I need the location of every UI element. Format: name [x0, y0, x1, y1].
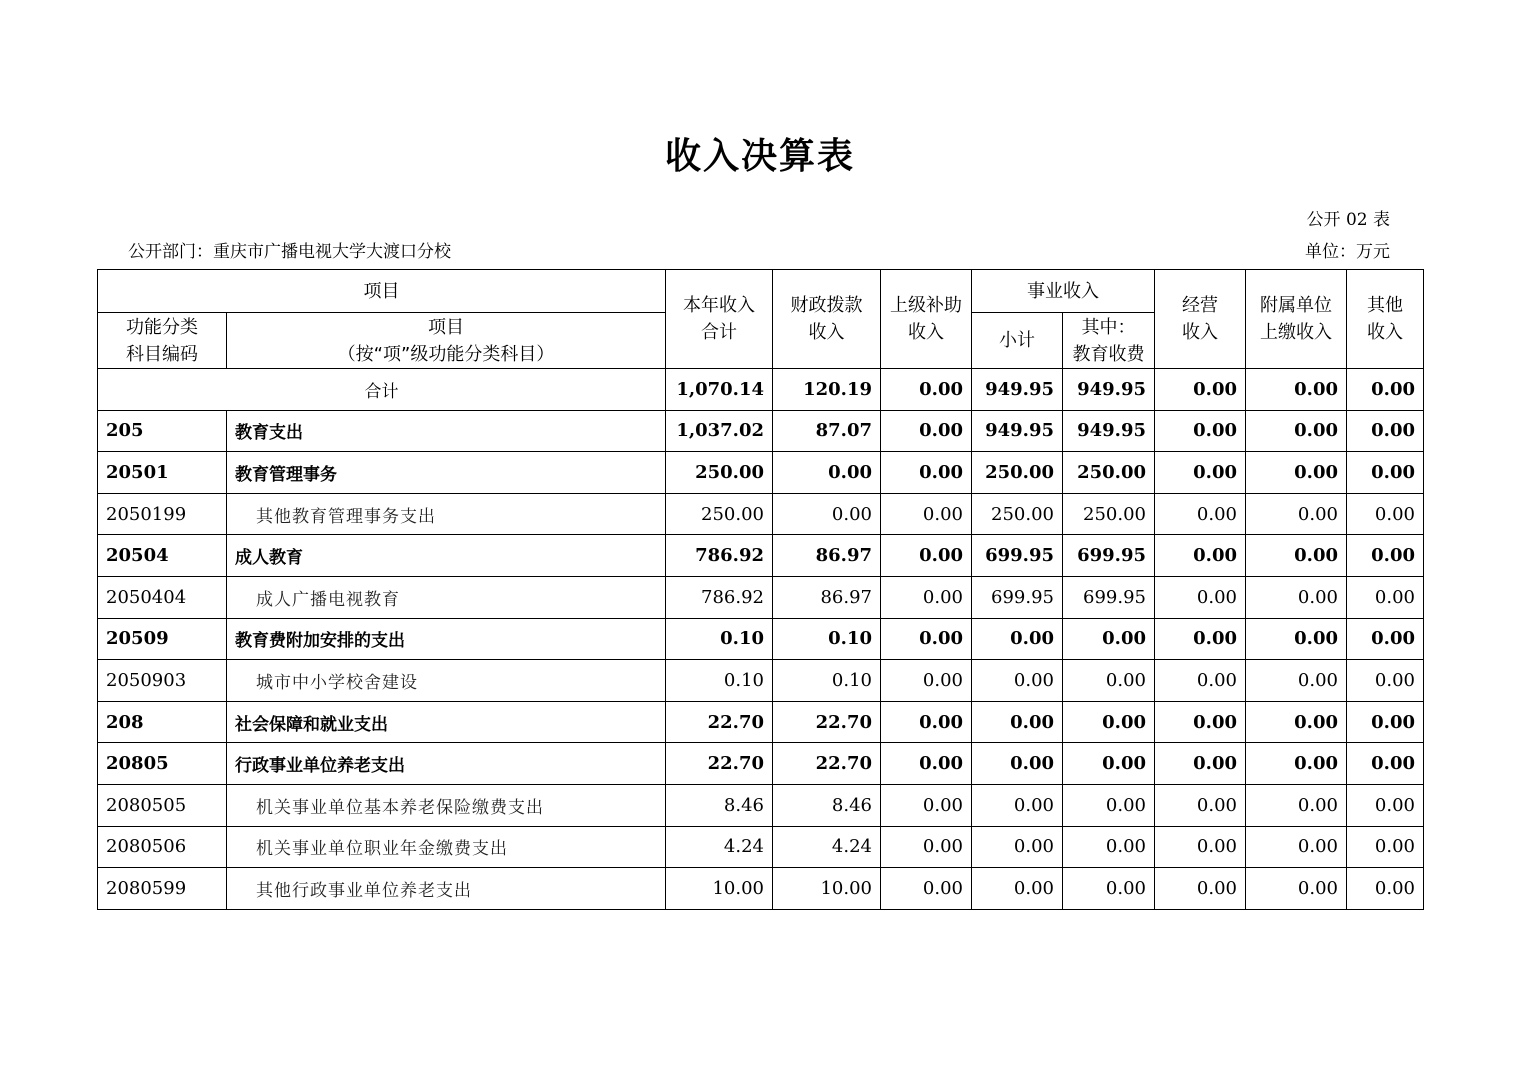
header-item: 项目 [98, 270, 666, 313]
row-value: 0.10 [666, 660, 773, 702]
total-cell: 0.00 [1246, 369, 1347, 411]
row-value: 0.00 [1246, 576, 1347, 618]
row-code: 2050199 [98, 493, 227, 535]
row-value: 0.00 [1155, 701, 1246, 743]
table-row [98, 535, 1424, 577]
header-affiliated: 附属单位 上缴收入 [1246, 270, 1347, 369]
row-code: 20501 [98, 452, 227, 494]
row-name: 机关事业单位职业年金缴费支出 [227, 826, 666, 868]
row-value: 86.97 [773, 535, 881, 577]
row-code: 20509 [98, 618, 227, 660]
row-value: 250.00 [1063, 493, 1155, 535]
row-value: 0.00 [881, 618, 972, 660]
row-code: 2080599 [98, 868, 227, 910]
row-value: 0.00 [972, 743, 1063, 785]
row-code: 2080505 [98, 784, 227, 826]
row-value: 0.00 [1063, 660, 1155, 702]
total-label: 合计 [98, 369, 666, 411]
row-value: 0.00 [881, 452, 972, 494]
row-value: 0.00 [1246, 701, 1347, 743]
row-value: 699.95 [1063, 576, 1155, 618]
total-cell: 0.00 [881, 369, 972, 411]
row-value: 0.00 [1155, 576, 1246, 618]
row-value: 250.00 [666, 452, 773, 494]
row-value: 0.00 [1246, 618, 1347, 660]
row-value: 0.00 [1155, 868, 1246, 910]
row-name: 其他行政事业单位养老支出 [227, 868, 666, 910]
row-code: 208 [98, 701, 227, 743]
row-value: 0.00 [972, 701, 1063, 743]
table-row [98, 452, 1424, 494]
row-value: 10.00 [773, 868, 881, 910]
unit-label: 单位：万元 [1305, 242, 1390, 262]
row-value: 0.00 [1155, 743, 1246, 785]
table-row [98, 743, 1424, 785]
row-value: 10.00 [666, 868, 773, 910]
row-value: 0.00 [773, 493, 881, 535]
row-value: 0.00 [1063, 784, 1155, 826]
form-number: 公开 02 表 [1306, 210, 1390, 230]
row-name: 成人广播电视教育 [227, 576, 666, 618]
row-value: 0.00 [1246, 784, 1347, 826]
row-value: 0.00 [972, 660, 1063, 702]
income-table [97, 269, 1424, 910]
header-edu-fee: 其中： 教育收费 [1063, 313, 1155, 369]
total-row [98, 369, 1424, 411]
row-name: 机关事业单位基本养老保险缴费支出 [227, 784, 666, 826]
row-value: 87.07 [773, 410, 881, 452]
row-value: 0.00 [1347, 493, 1424, 535]
row-value: 0.00 [1155, 660, 1246, 702]
row-value: 786.92 [666, 535, 773, 577]
row-name: 成人教育 [227, 535, 666, 577]
row-value: 250.00 [972, 452, 1063, 494]
row-value: 0.00 [972, 868, 1063, 910]
row-value: 0.00 [1155, 784, 1246, 826]
row-name: 教育支出 [227, 410, 666, 452]
row-value: 1,037.02 [666, 410, 773, 452]
row-value: 0.00 [1347, 535, 1424, 577]
row-value: 0.00 [1347, 868, 1424, 910]
row-value: 250.00 [972, 493, 1063, 535]
row-value: 0.00 [881, 493, 972, 535]
header-code: 功能分类 科目编码 [98, 313, 227, 369]
row-value: 0.00 [881, 535, 972, 577]
row-value: 0.00 [972, 618, 1063, 660]
row-value: 0.00 [1063, 701, 1155, 743]
row-value: 22.70 [773, 701, 881, 743]
row-value: 0.00 [1155, 410, 1246, 452]
row-value: 0.00 [1347, 701, 1424, 743]
row-value: 0.00 [1246, 868, 1347, 910]
row-code: 2050903 [98, 660, 227, 702]
table-row [98, 618, 1424, 660]
row-value: 0.00 [773, 452, 881, 494]
row-value: 0.00 [1347, 743, 1424, 785]
row-value: 8.46 [666, 784, 773, 826]
row-value: 0.00 [1063, 618, 1155, 660]
row-value: 0.10 [666, 618, 773, 660]
row-value: 0.00 [1246, 452, 1347, 494]
table-row [98, 576, 1424, 618]
row-value: 0.00 [881, 410, 972, 452]
row-value: 4.24 [666, 826, 773, 868]
row-value: 0.00 [1155, 493, 1246, 535]
row-value: 0.00 [1246, 410, 1347, 452]
row-name: 城市中小学校舍建设 [227, 660, 666, 702]
row-value: 0.00 [881, 784, 972, 826]
department-label: 公开部门：重庆市广播电视大学大渡口分校 [128, 242, 451, 262]
row-code: 2080506 [98, 826, 227, 868]
row-value: 0.00 [1155, 452, 1246, 494]
header-name: 项目 （按“项”级功能分类科目） [227, 313, 666, 369]
header-total: 本年收入 合计 [666, 270, 773, 369]
row-value: 22.70 [666, 701, 773, 743]
row-value: 0.00 [1246, 535, 1347, 577]
row-value: 699.95 [972, 576, 1063, 618]
row-value: 0.00 [972, 826, 1063, 868]
row-value: 0.00 [1246, 826, 1347, 868]
row-value: 786.92 [666, 576, 773, 618]
row-name: 教育费附加安排的支出 [227, 618, 666, 660]
total-cell: 949.95 [1063, 369, 1155, 411]
table-row [98, 493, 1424, 535]
page-title: 收入决算表 [664, 136, 855, 177]
row-value: 0.00 [1246, 493, 1347, 535]
row-value: 86.97 [773, 576, 881, 618]
row-value: 0.00 [881, 743, 972, 785]
row-code: 20805 [98, 743, 227, 785]
row-value: 8.46 [773, 784, 881, 826]
row-value: 4.24 [773, 826, 881, 868]
total-cell: 0.00 [1155, 369, 1246, 411]
row-value: 0.00 [1347, 784, 1424, 826]
row-code: 2050404 [98, 576, 227, 618]
row-value: 0.00 [1063, 743, 1155, 785]
header-other: 其他 收入 [1347, 270, 1424, 369]
row-value: 0.00 [1155, 826, 1246, 868]
row-value: 250.00 [1063, 452, 1155, 494]
total-cell: 120.19 [773, 369, 881, 411]
header-operating: 经营 收入 [1155, 270, 1246, 369]
row-value: 22.70 [773, 743, 881, 785]
row-value: 0.00 [1347, 826, 1424, 868]
row-value: 0.00 [1155, 535, 1246, 577]
row-value: 0.00 [881, 660, 972, 702]
row-value: 0.10 [773, 618, 881, 660]
row-value: 949.95 [1063, 410, 1155, 452]
row-value: 0.00 [881, 826, 972, 868]
row-code: 20504 [98, 535, 227, 577]
row-value: 0.00 [972, 784, 1063, 826]
row-name: 行政事业单位养老支出 [227, 743, 666, 785]
table-row [98, 868, 1424, 910]
table-row [98, 660, 1424, 702]
row-value: 0.00 [1347, 410, 1424, 452]
row-code: 205 [98, 410, 227, 452]
header-business: 事业收入 [972, 270, 1155, 313]
row-value: 0.00 [1347, 452, 1424, 494]
row-value: 699.95 [972, 535, 1063, 577]
row-value: 0.00 [881, 868, 972, 910]
table-row [98, 410, 1424, 452]
row-value: 0.00 [1063, 868, 1155, 910]
row-value: 0.00 [1347, 618, 1424, 660]
row-value: 0.00 [1246, 660, 1347, 702]
header-superior: 上级补助 收入 [881, 270, 972, 369]
row-value: 0.00 [1347, 576, 1424, 618]
row-name: 教育管理事务 [227, 452, 666, 494]
row-value: 0.00 [1155, 618, 1246, 660]
row-name: 社会保障和就业支出 [227, 701, 666, 743]
row-value: 0.00 [1347, 660, 1424, 702]
header-fiscal: 财政拨款 收入 [773, 270, 881, 369]
table-row [98, 826, 1424, 868]
row-value: 0.00 [1063, 826, 1155, 868]
row-value: 0.00 [881, 576, 972, 618]
row-value: 949.95 [972, 410, 1063, 452]
table-row [98, 701, 1424, 743]
total-cell: 949.95 [972, 369, 1063, 411]
row-value: 699.95 [1063, 535, 1155, 577]
row-name: 其他教育管理事务支出 [227, 493, 666, 535]
row-value: 0.00 [1246, 743, 1347, 785]
row-value: 250.00 [666, 493, 773, 535]
row-value: 0.00 [881, 701, 972, 743]
row-value: 22.70 [666, 743, 773, 785]
table-row [98, 784, 1424, 826]
row-value: 0.10 [773, 660, 881, 702]
header-subtotal: 小计 [972, 313, 1063, 369]
total-cell: 0.00 [1347, 369, 1424, 411]
total-cell: 1,070.14 [666, 369, 773, 411]
